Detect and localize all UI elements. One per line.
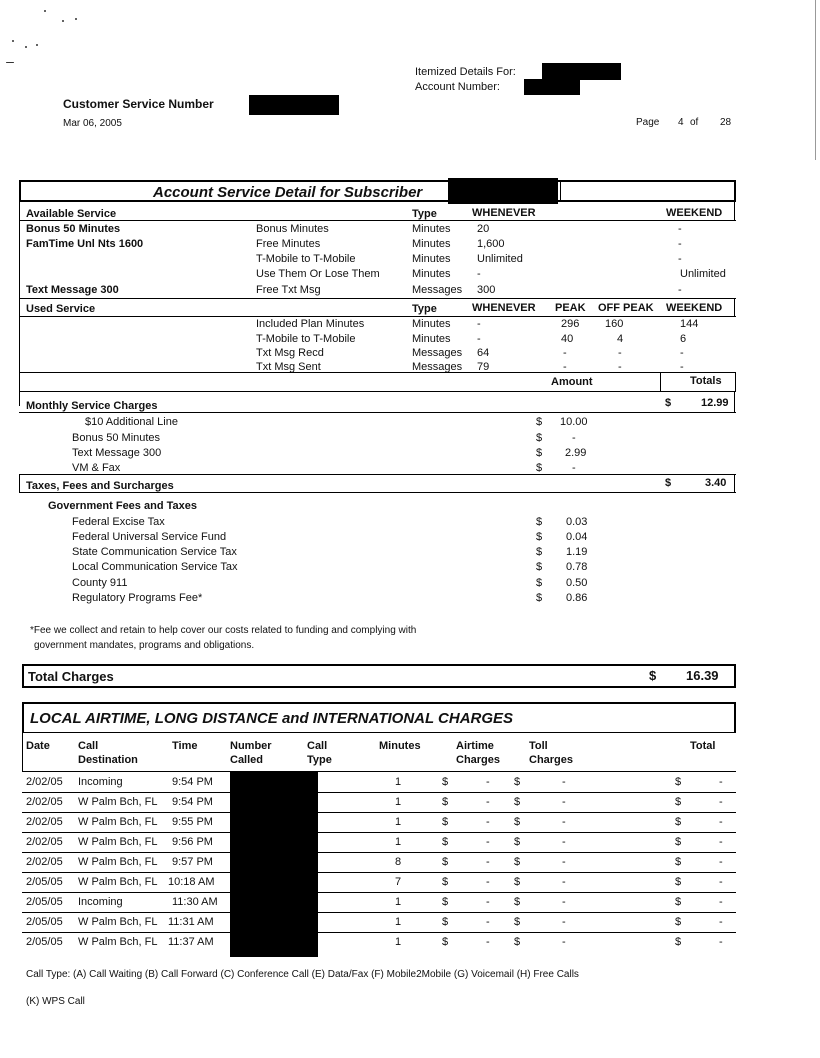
charge-amount: - [572, 432, 576, 444]
toll-amount: - [562, 876, 566, 888]
right-border [734, 392, 735, 412]
total-amount: - [719, 916, 723, 928]
total-dollar: $ [675, 896, 682, 908]
charge-label: $10 Additional Line [85, 416, 178, 428]
col-call: Call [78, 740, 99, 752]
divider [19, 474, 736, 475]
airtime-amount: - [486, 836, 490, 848]
toll-dollar: $ [514, 896, 521, 908]
total-dollar: $ [675, 816, 682, 828]
tax-label: Regulatory Programs Fee* [72, 592, 203, 604]
call-minutes: 1 [395, 836, 402, 848]
redacted-subscriber [448, 178, 558, 204]
divider [19, 412, 736, 413]
gov-fees-heading: Government Fees and Taxes [48, 500, 197, 512]
scan-speck [12, 40, 14, 42]
scan-speck [75, 18, 77, 20]
call-time: 9:54 PM [172, 796, 213, 808]
peak-value: 296 [561, 318, 580, 330]
tax-row [0, 577, 820, 593]
col-airtime-charges: Charges [456, 754, 501, 766]
peak-value: - [563, 347, 567, 359]
whenever-value: 1,600 [477, 238, 505, 250]
call-time: 10:18 AM [168, 876, 215, 888]
divider [19, 492, 736, 493]
call-minutes: 1 [395, 796, 402, 808]
toll-amount: - [562, 816, 566, 828]
total-amount: - [719, 796, 723, 808]
plan-name: Bonus 50 Minutes [26, 223, 121, 235]
account-number-label: Account Number: [415, 81, 500, 93]
taxes-heading: Taxes, Fees and Surcharges [26, 480, 174, 492]
available-row [0, 238, 820, 254]
tax-label: Federal Excise Tax [72, 516, 165, 528]
toll-dollar: $ [514, 836, 521, 848]
scan-speck [44, 10, 46, 12]
total-charges-dollar: $ [649, 668, 657, 683]
whenever-value: - [477, 268, 481, 280]
total-dollar: $ [675, 856, 682, 868]
total-amount: - [719, 776, 723, 788]
weekend-value: - [680, 347, 684, 359]
divider [19, 316, 736, 317]
plan-name: FamTime Unl Nts 1600 [26, 238, 144, 250]
tax-amount: 1.19 [566, 546, 588, 558]
call-date: 2/02/05 [26, 776, 63, 788]
itemized-label: Itemized Details For: [415, 66, 516, 78]
col-weekend: WEEKEND [666, 302, 723, 314]
col-type: Type [412, 303, 437, 315]
call-minutes: 1 [395, 816, 402, 828]
item-name: Bonus Minutes [256, 223, 329, 235]
used-row [0, 318, 820, 334]
item-type: Messages [412, 361, 463, 373]
scan-speck [36, 44, 38, 46]
used-service-heading: Used Service [26, 303, 96, 315]
scan-speck [6, 62, 14, 63]
left-border [22, 732, 23, 772]
col-date: Date [26, 740, 50, 752]
item-name: T-Mobile to T-Mobile [256, 253, 356, 265]
col-weekend: WEEKEND [666, 207, 723, 219]
tax-dollar: $ [536, 592, 543, 604]
tax-row [0, 546, 820, 562]
monthly-row [0, 447, 820, 463]
tax-row [0, 561, 820, 577]
airtime-amount: - [486, 796, 490, 808]
tax-row [0, 516, 820, 532]
col-whenever: WHENEVER [472, 207, 536, 219]
airtime-dollar: $ [442, 916, 449, 928]
right-border [734, 200, 735, 220]
toll-dollar: $ [514, 856, 521, 868]
item-type: Minutes [412, 333, 451, 345]
whenever-value: Unlimited [477, 253, 523, 265]
offpeak-value: - [618, 347, 622, 359]
item-name: Use Them Or Lose Them [256, 268, 380, 280]
tax-label: Federal Universal Service Fund [72, 531, 227, 543]
charge-dollar: $ [536, 432, 543, 444]
weekend-value: - [678, 284, 682, 296]
charge-dollar: $ [536, 447, 543, 459]
amount-header: Amount [551, 376, 593, 388]
redacted-service-number [249, 95, 339, 115]
total-amount: - [719, 936, 723, 948]
call-row [22, 792, 736, 813]
tax-amount: 0.03 [566, 516, 588, 528]
call-date: 2/02/05 [26, 856, 63, 868]
airtime-amount: - [486, 916, 490, 928]
call-minutes: 7 [395, 876, 402, 888]
total-charges-label: Total Charges [28, 669, 114, 684]
call-destination: W Palm Bch, FL [78, 796, 158, 808]
col-peak: PEAK [555, 302, 586, 314]
airtime-amount: - [486, 936, 490, 948]
col-number: Number [230, 740, 272, 752]
call-row [22, 852, 736, 873]
right-border [734, 298, 735, 316]
call-date: 2/02/05 [26, 836, 63, 848]
airtime-amount: - [486, 856, 490, 868]
charge-label: Text Message 300 [72, 447, 162, 459]
total-dollar: $ [675, 876, 682, 888]
scan-speck [62, 20, 64, 22]
call-destination: W Palm Bch, FL [78, 916, 158, 928]
monthly-row [0, 432, 820, 448]
call-date: 2/02/05 [26, 816, 63, 828]
call-date: 2/05/05 [26, 876, 63, 888]
item-type: Minutes [412, 223, 451, 235]
detail-title: Account Service Detail for Subscriber [153, 184, 423, 201]
whenever-value: - [477, 318, 481, 330]
tax-dollar: $ [536, 577, 543, 589]
col-destination: Destination [78, 754, 138, 766]
call-minutes: 1 [395, 916, 402, 928]
call-destination: W Palm Bch, FL [78, 936, 158, 948]
monthly-total-dollar: $ [665, 397, 672, 409]
tax-label: State Communication Service Tax [72, 546, 237, 558]
tax-row [0, 592, 820, 608]
monthly-total: 12.99 [701, 397, 729, 409]
call-row [22, 772, 736, 793]
monthly-charges-heading: Monthly Service Charges [26, 400, 158, 412]
tax-amount: 0.86 [566, 592, 588, 604]
toll-dollar: $ [514, 916, 521, 928]
page-of: of [690, 117, 699, 128]
call-minutes: 1 [395, 936, 402, 948]
total-dollar: $ [675, 796, 682, 808]
right-border [734, 474, 735, 492]
offpeak-value: 160 [605, 318, 624, 330]
airtime-dollar: $ [442, 876, 449, 888]
fee-footnote-cont: government mandates, programs and obligations. [34, 640, 255, 651]
col-airtime: Airtime [456, 740, 494, 752]
toll-amount: - [562, 836, 566, 848]
call-time: 9:57 PM [172, 856, 213, 868]
call-time: 11:30 AM [172, 896, 218, 908]
total-amount: - [719, 836, 723, 848]
tax-dollar: $ [536, 531, 543, 543]
call-minutes: 1 [395, 896, 402, 908]
call-row [22, 892, 736, 913]
tax-row [0, 531, 820, 547]
toll-dollar: $ [514, 776, 521, 788]
item-name: Included Plan Minutes [256, 318, 365, 330]
col-toll: Toll [529, 740, 548, 752]
col-time: Time [172, 740, 198, 752]
peak-value: 40 [561, 333, 574, 345]
whenever-value: 20 [477, 223, 490, 235]
call-destination: Incoming [78, 896, 123, 908]
plan-name: Text Message 300 [26, 284, 119, 296]
charge-dollar: $ [536, 462, 543, 474]
taxes-total: 3.40 [705, 477, 727, 489]
weekend-value: 144 [680, 318, 699, 330]
weekend-value: - [680, 361, 684, 373]
divider [19, 220, 736, 221]
redacted-name [542, 63, 621, 80]
weekend-value: 6 [680, 333, 687, 345]
toll-dollar: $ [514, 876, 521, 888]
available-row [0, 253, 820, 269]
item-type: Minutes [412, 268, 451, 280]
charge-amount: - [572, 462, 576, 474]
available-service-heading: Available Service [26, 208, 117, 220]
call-row [22, 872, 736, 893]
customer-service-label: Customer Service Number [63, 97, 214, 111]
tax-amount: 0.04 [566, 531, 588, 543]
toll-dollar: $ [514, 816, 521, 828]
tax-label: Local Communication Service Tax [72, 561, 238, 573]
call-date: 2/02/05 [26, 796, 63, 808]
toll-amount: - [562, 896, 566, 908]
call-time: 9:54 PM [172, 776, 213, 788]
whenever-value: - [477, 333, 481, 345]
airtime-dollar: $ [442, 856, 449, 868]
amount-header-box [19, 372, 736, 392]
taxes-total-dollar: $ [665, 477, 672, 489]
item-name: Free Txt Msg [256, 284, 321, 296]
call-destination: Incoming [78, 776, 123, 788]
total-amount: - [719, 816, 723, 828]
toll-amount: - [562, 796, 566, 808]
call-type-legend-cont: (K) WPS Call [26, 996, 85, 1007]
call-time: 9:55 PM [172, 816, 213, 828]
tax-amount: 0.78 [566, 561, 588, 573]
charge-amount: 2.99 [565, 447, 587, 459]
call-row [22, 832, 736, 853]
call-date: 2/05/05 [26, 896, 63, 908]
monthly-row [0, 462, 820, 478]
item-name: Free Minutes [256, 238, 321, 250]
col-offpeak: OFF PEAK [598, 302, 654, 314]
call-destination: W Palm Bch, FL [78, 836, 158, 848]
tax-dollar: $ [536, 546, 543, 558]
toll-amount: - [562, 776, 566, 788]
col-minutes: Minutes [379, 740, 421, 752]
charge-label: VM & Fax [72, 462, 121, 474]
redacted-called-numbers [230, 771, 318, 957]
divider [660, 372, 661, 392]
col-whenever: WHENEVER [472, 302, 536, 314]
total-dollar: $ [675, 776, 682, 788]
col-type: Type [307, 754, 332, 766]
item-type: Minutes [412, 238, 451, 250]
totals-header: Totals [690, 375, 722, 387]
whenever-value: 64 [477, 347, 490, 359]
call-time: 9:56 PM [172, 836, 213, 848]
airtime-dollar: $ [442, 796, 449, 808]
toll-dollar: $ [514, 796, 521, 808]
toll-amount: - [562, 936, 566, 948]
peak-value: - [563, 361, 567, 373]
total-dollar: $ [675, 836, 682, 848]
col-call-type: Call [307, 740, 328, 752]
whenever-value: 79 [477, 361, 490, 373]
page-total: 28 [720, 117, 732, 128]
offpeak-value: - [618, 361, 622, 373]
page-label: Page [636, 117, 660, 128]
item-name: T-Mobile to T-Mobile [256, 333, 356, 345]
redacted-account-number [524, 79, 580, 95]
call-row [22, 932, 736, 952]
col-called: Called [230, 754, 264, 766]
airtime-amount: - [486, 876, 490, 888]
total-amount: - [719, 896, 723, 908]
toll-dollar: $ [514, 936, 521, 948]
item-type: Minutes [412, 253, 451, 265]
toll-amount: - [562, 916, 566, 928]
call-time: 11:31 AM [168, 916, 214, 928]
item-type: Messages [412, 347, 463, 359]
divider [22, 732, 736, 733]
call-minutes: 1 [395, 776, 402, 788]
call-destination: W Palm Bch, FL [78, 876, 158, 888]
left-border [19, 474, 20, 492]
call-type-legend: Call Type: (A) Call Waiting (B) Call Forward (C) Conference Call (E) Data/Fax (F) Mobile2Mobile (G) Voicemail (H) Free Calls [26, 969, 579, 980]
tax-label: County 911 [72, 577, 128, 589]
statement-date: Mar 06, 2005 [63, 118, 122, 129]
item-type: Messages [412, 284, 463, 296]
total-charges-amount: 16.39 [686, 668, 719, 683]
call-destination: W Palm Bch, FL [78, 816, 158, 828]
total-dollar: $ [675, 916, 682, 928]
tax-dollar: $ [536, 561, 543, 573]
weekend-value: Unlimited [680, 268, 726, 280]
call-row [22, 812, 736, 833]
weekend-value: - [678, 253, 682, 265]
item-name: Txt Msg Sent [256, 361, 321, 373]
airtime-dollar: $ [442, 896, 449, 908]
airtime-dollar: $ [442, 776, 449, 788]
available-row [0, 268, 820, 284]
total-amount: - [719, 856, 723, 868]
fee-footnote: *Fee we collect and retain to help cover our costs related to funding and complying with [30, 625, 417, 636]
tax-amount: 0.50 [566, 577, 588, 589]
monthly-row [0, 416, 820, 432]
col-toll-charges: Charges [529, 754, 574, 766]
airtime-dollar: $ [442, 936, 449, 948]
call-destination: W Palm Bch, FL [78, 856, 158, 868]
weekend-value: - [678, 238, 682, 250]
scan-edge [815, 0, 816, 160]
divider [19, 298, 736, 299]
local-charges-title: LOCAL AIRTIME, LONG DISTANCE and INTERNATIONAL CHARGES [30, 710, 514, 727]
total-amount: - [719, 876, 723, 888]
total-charges-box [22, 664, 736, 688]
col-total: Total [690, 740, 716, 752]
offpeak-value: 4 [617, 333, 624, 345]
total-dollar: $ [675, 936, 682, 948]
whenever-value: 300 [477, 284, 496, 296]
airtime-dollar: $ [442, 836, 449, 848]
col-type: Type [412, 208, 437, 220]
airtime-dollar: $ [442, 816, 449, 828]
divider [560, 180, 561, 202]
toll-amount: - [562, 856, 566, 868]
airtime-amount: - [486, 896, 490, 908]
weekend-value: - [678, 223, 682, 235]
item-type: Minutes [412, 318, 451, 330]
item-name: Txt Msg Recd [256, 347, 324, 359]
page-number: 4 [678, 117, 684, 128]
call-minutes: 8 [395, 856, 402, 868]
scan-speck [25, 46, 27, 48]
tax-dollar: $ [536, 516, 543, 528]
charge-amount: 10.00 [560, 416, 588, 428]
call-date: 2/05/05 [26, 936, 63, 948]
call-time: 11:37 AM [168, 936, 214, 948]
available-row [0, 223, 820, 239]
airtime-amount: - [486, 776, 490, 788]
airtime-amount: - [486, 816, 490, 828]
call-row [22, 912, 736, 933]
charge-label: Bonus 50 Minutes [72, 432, 161, 444]
call-date: 2/05/05 [26, 916, 63, 928]
charge-dollar: $ [536, 416, 543, 428]
